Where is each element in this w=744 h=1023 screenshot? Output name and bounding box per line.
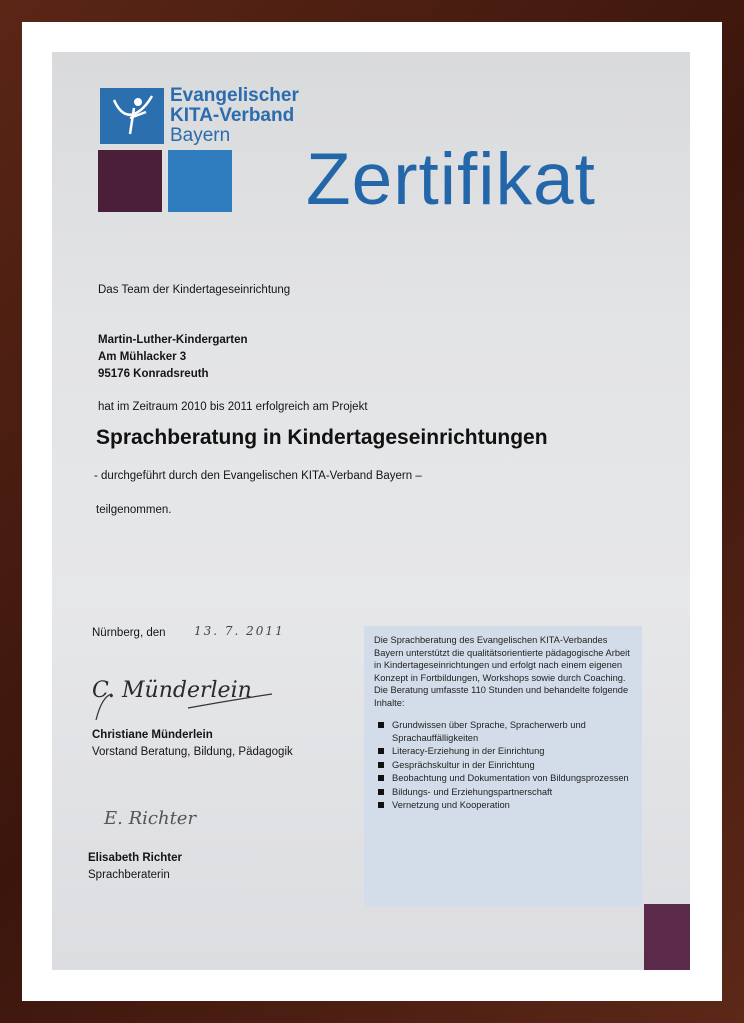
signer2-name: Elisabeth Richter	[88, 852, 182, 864]
info-list	[374, 719, 632, 812]
address-name: Martin-Luther-Kindergarten	[98, 334, 248, 346]
decorative-purple-block	[644, 904, 690, 970]
logo-square-lightblue	[168, 150, 232, 212]
list-item: Grundwissen über Sprache, Spracherwerb und Sprachauffälligkeiten	[374, 719, 632, 744]
org-line3: Bayern	[170, 125, 231, 146]
signature-richter: E. Richter	[104, 808, 197, 829]
project-title: Sprachberatung in Kindertageseinrichtungen	[96, 426, 548, 449]
logo-square-purple	[98, 150, 162, 212]
list-item: Bildungs- und Erziehungspartnerschaft	[374, 786, 632, 799]
list-item: Literacy-Erziehung in der Einrichtung	[374, 745, 632, 758]
org-line2: KITA-Verband	[170, 105, 295, 126]
address-city: 95176 Konradsreuth	[98, 368, 209, 380]
signer2-role: Sprachberaterin	[88, 869, 170, 881]
info-paragraph2: Die Beratung umfasste 110 Stunden und behandelte folgende Inhalte:	[374, 685, 629, 708]
logo-figure-icon	[100, 88, 164, 144]
intro-text: Das Team der Kindertageseinrichtung	[98, 284, 291, 296]
signature-muenderlein: C. Münderlein	[92, 678, 252, 703]
organization-name	[170, 86, 299, 146]
list-item: Vernetzung und Kooperation	[374, 799, 632, 812]
info-paragraph1: Die Sprachberatung des Evangelischen KITA-Verbandes Bayern unterstützt die qualitätsorientierte pädagogische Arbeit in Kindertageseinrichtungen und erfolgt nach einem eigenen Konzept in Fortbildungen, Workshops sowie durch Coaching.	[374, 635, 630, 683]
signer1-role: Vorstand Beratung, Bildung, Pädagogik	[92, 746, 293, 758]
org-line1: Evangelischer	[170, 85, 299, 106]
certificate-title: Zertifikat	[306, 139, 596, 220]
signer1-name: Christiane Münderlein	[92, 729, 213, 741]
certificate	[52, 52, 690, 970]
list-item: Gesprächskultur in der Einrichtung	[374, 759, 632, 772]
place-label: Nürnberg, den	[92, 627, 166, 639]
participated-text: teilgenommen.	[96, 504, 172, 516]
period-text: hat im Zeitraum 2010 bis 2011 erfolgreich am Projekt	[98, 401, 368, 413]
address-street: Am Mühlacker 3	[98, 351, 187, 363]
conducted-by-text: - durchgeführt durch den Evangelischen KITA-Verband Bayern –	[94, 470, 422, 482]
signature-stroke	[92, 676, 292, 726]
list-item: Beobachtung und Dokumentation von Bildungsprozessen	[374, 772, 632, 785]
date-handwritten: 13. 7. 2011	[194, 624, 285, 638]
logo-square-blue	[100, 88, 164, 144]
info-box	[364, 626, 642, 906]
